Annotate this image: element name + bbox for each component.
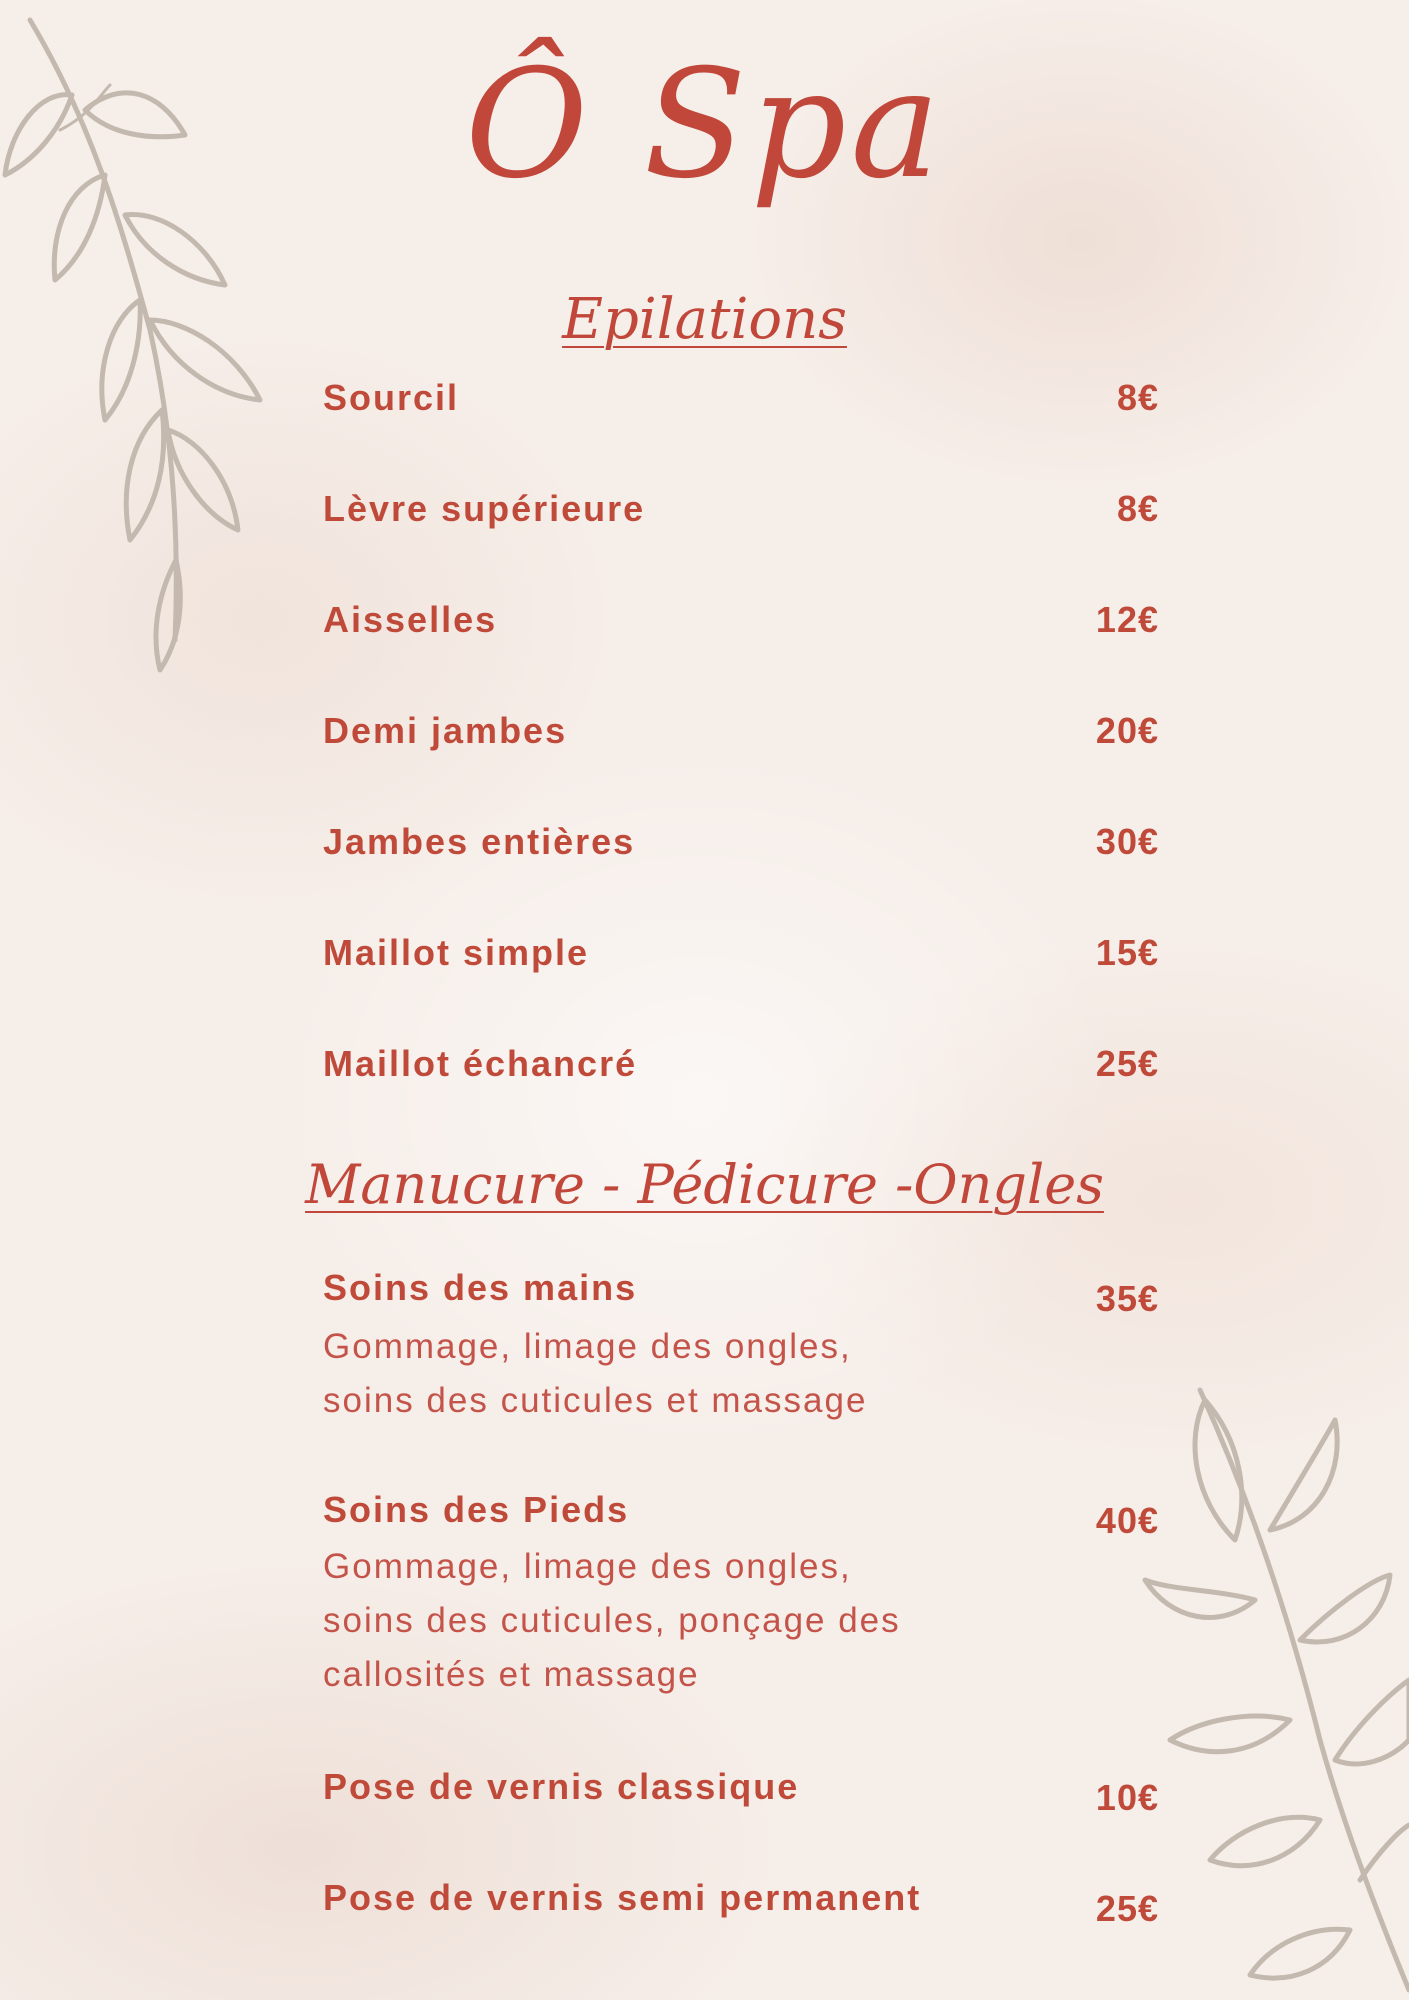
item-name-vernis-semi: Pose de vernis semi permanent (323, 1877, 922, 1918)
item-name-sourcil: Sourcil (323, 377, 460, 418)
item-price-aisselles: 12€ (1095, 599, 1159, 640)
desc-line: Gommage, limage des ongles, (323, 1327, 852, 1366)
item-name-vernis-classique: Pose de vernis classique (323, 1766, 800, 1807)
item-name-soins-mains: Soins des mains (323, 1267, 638, 1308)
section-title-manucure: Manucure - Pédicure -Ongles (305, 1153, 1104, 1216)
desc-line: soins des cuticules, ponçage des (323, 1601, 901, 1640)
section-title-epilations: Epilations (562, 287, 847, 352)
item-name-demi-jambes: Demi jambes (323, 710, 568, 751)
desc-line: Gommage, limage des ongles, (323, 1547, 852, 1586)
item-name-soins-pieds: Soins des Pieds (323, 1489, 630, 1530)
spa-title: Ô Spa (465, 38, 944, 212)
item-name-maillot-simple: Maillot simple (323, 932, 590, 973)
item-price-jambes-entieres: 30€ (1095, 821, 1159, 862)
item-desc-soins-pieds (323, 1540, 1023, 1702)
item-price-maillot-simple: 15€ (1095, 932, 1159, 973)
item-name-jambes-entieres: Jambes entières (323, 821, 636, 862)
item-price-vernis-classique: 10€ (1095, 1777, 1159, 1818)
item-price-demi-jambes: 20€ (1095, 710, 1159, 751)
item-desc-soins-mains (323, 1320, 1023, 1428)
item-price-maillot-echancre: 25€ (1095, 1043, 1159, 1084)
item-name-levre: Lèvre supérieure (323, 488, 646, 529)
item-name-aisselles: Aisselles (323, 599, 498, 640)
item-price-soins-mains: 35€ (1095, 1278, 1159, 1319)
item-price-vernis-semi: 25€ (1095, 1888, 1159, 1929)
desc-line: callosités et massage (323, 1655, 700, 1694)
item-name-maillot-echancre: Maillot échancré (323, 1043, 638, 1084)
item-price-sourcil: 8€ (1116, 377, 1159, 418)
leaf-branch-bottom-right-icon (1145, 1390, 1409, 1990)
item-price-soins-pieds: 40€ (1095, 1500, 1159, 1541)
desc-line: soins des cuticules et massage (323, 1381, 868, 1420)
item-price-levre: 8€ (1116, 488, 1159, 529)
